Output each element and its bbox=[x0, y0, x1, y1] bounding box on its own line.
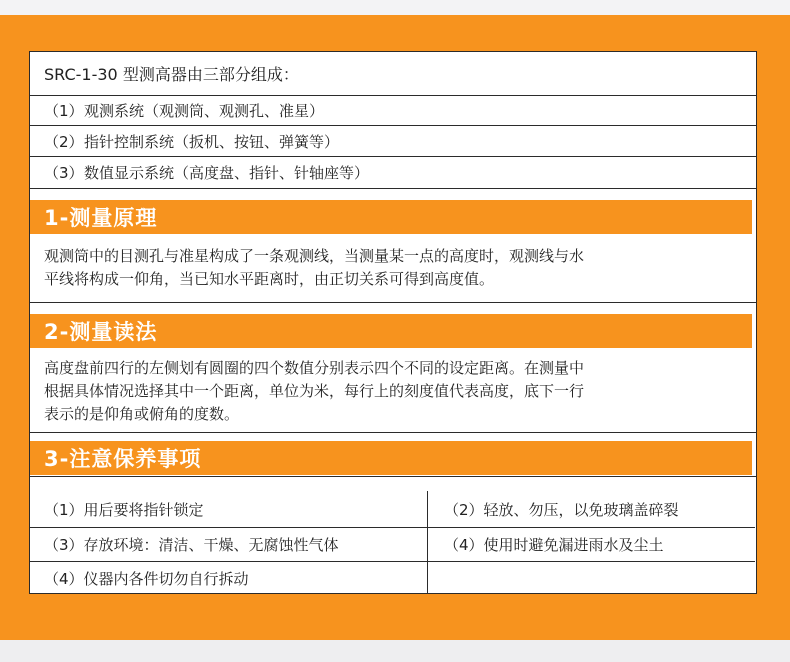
section-heading-maintenance: 3-注意保养事项 bbox=[30, 441, 752, 475]
paragraph-line: 高度盘前四行的左侧划有圆圈的四个数值分别表示四个不同的设定距离。在测量中 bbox=[44, 359, 585, 377]
divider bbox=[30, 302, 756, 303]
maintenance-item-empty bbox=[428, 562, 755, 594]
component-row-2 bbox=[30, 126, 756, 157]
component-row-3 bbox=[30, 157, 756, 189]
maintenance-item: （4）使用时避免漏进雨水及尘土 bbox=[428, 528, 755, 562]
paragraph-line: 根据具体情况选择其中一个距离，单位为米，每行上的刻度值代表高度，底下一行 bbox=[44, 382, 585, 400]
maintenance-grid bbox=[30, 476, 756, 594]
component-number: （2） bbox=[44, 132, 84, 151]
component-number: （3） bbox=[44, 164, 84, 182]
component-text: 数值显示系统（高度盘、指针、针轴座等） bbox=[84, 164, 370, 182]
component-text: 观测系统（观测筒、观测孔、准星） bbox=[84, 102, 325, 120]
reading-paragraph bbox=[44, 357, 744, 426]
paragraph-line: 观测筒中的目测孔与准星构成了一条观测线，当测量某一点的高度时，观测线与水 bbox=[44, 247, 585, 265]
card-title-text: SRC-1-30 型测高器由三部分组成： bbox=[44, 65, 299, 84]
maintenance-item: （2）轻放、勿压，以免玻璃盖碎裂 bbox=[428, 491, 755, 528]
section-heading-reading: 2-测量读法 bbox=[30, 314, 752, 348]
divider bbox=[30, 432, 756, 433]
component-row-1 bbox=[30, 96, 756, 126]
maintenance-item: （4）仪器内各件切勿自行拆动 bbox=[30, 562, 428, 594]
info-card bbox=[29, 51, 757, 594]
bottom-strip bbox=[0, 640, 790, 662]
paragraph-line: 平线将构成一仰角，当已知水平距离时，由正切关系可得到高度值。 bbox=[44, 270, 495, 288]
maintenance-item: （1）用后要将指针锁定 bbox=[30, 491, 428, 528]
component-text: 指针控制系统（扳机、按钮、弹簧等） bbox=[84, 132, 340, 151]
section-heading-principle: 1-测量原理 bbox=[30, 200, 752, 234]
paragraph-line: 表示的是仰角或俯角的度数。 bbox=[44, 405, 240, 423]
principle-paragraph bbox=[44, 245, 744, 291]
component-number: （1） bbox=[44, 102, 84, 120]
maintenance-item: （3）存放环境：清洁、干燥、无腐蚀性气体 bbox=[30, 528, 428, 562]
card-title bbox=[30, 52, 756, 96]
